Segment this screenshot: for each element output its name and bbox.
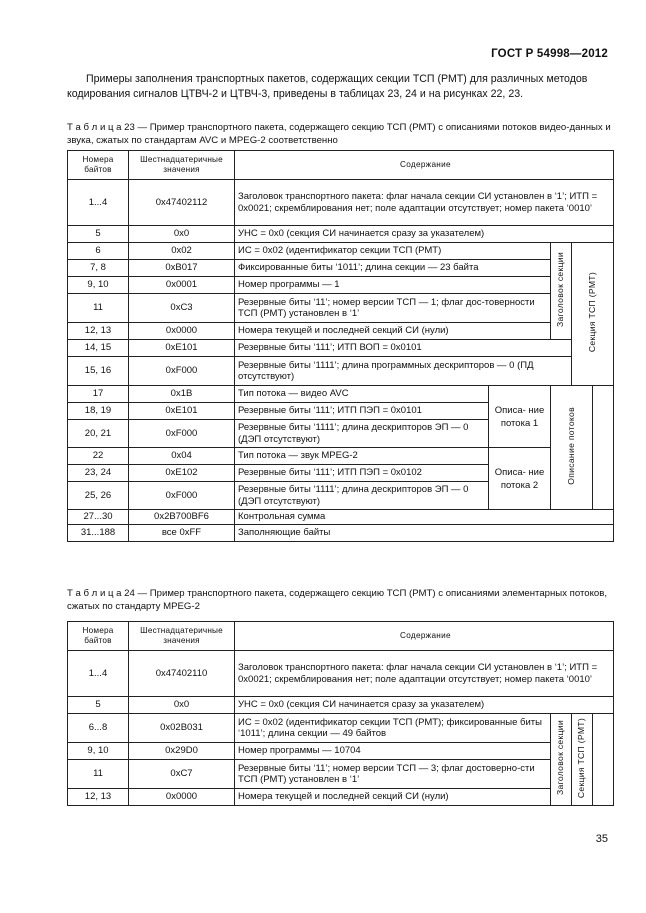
- table-row-content: Заполняющие байты: [235, 524, 614, 541]
- table-24: [67, 621, 614, 806]
- table-row-hex: 0x02: [129, 243, 235, 260]
- label-section-header: Заголовок секции: [551, 243, 572, 340]
- table-row-content: Номер программы — 1: [235, 277, 551, 294]
- table-row-bytes: 20, 21: [68, 420, 129, 448]
- table-row-hex: 0xE102: [129, 465, 235, 482]
- table-row-content: ИС = 0x02 (идентификатор секции ТСП (РМТ): [235, 243, 551, 260]
- col-header-bytes: Номера байтов: [68, 622, 129, 651]
- page-number: 35: [595, 833, 608, 845]
- table-row-hex: 0xF000: [129, 420, 235, 448]
- table-row-bytes: 17: [68, 386, 129, 403]
- table-row-bytes: 23, 24: [68, 465, 129, 482]
- table-row-content: Фиксированные биты ‘1011’; длина секции — 23 байта: [235, 260, 551, 277]
- table-row-content: Номер программы — 10704: [235, 743, 551, 760]
- table-row-hex: 0x47402112: [129, 180, 235, 226]
- table-row-content: Номера текущей и последней секций СИ (нули): [235, 323, 551, 340]
- intro-paragraph: Примеры заполнения транспортных пакетов, содержащих секции ТСП (РМТ) для различных методов кодирования сигналов ЦТВЧ-2 и ЦТВЧ-3, приведены в таблицах 23, 24 и на рисунках 22, 23.: [67, 73, 588, 100]
- table-row-hex: 0x2B700BF6: [129, 510, 235, 525]
- table-row-bytes: 11: [68, 294, 129, 323]
- label-section: Секция ТСП (РМТ): [572, 243, 614, 386]
- table24-caption: Т а б л и ц а 24 — Пример транспортного пакета, содержащего секцию ТСП (РМТ) с описаниями элементарных потоков, сжатых по стандарту MPEG-2: [67, 588, 608, 612]
- table-row-hex: 0xB017: [129, 260, 235, 277]
- table-row-bytes: 7, 8: [68, 260, 129, 277]
- table-row-hex: 0x0: [129, 226, 235, 243]
- table-row-bytes: 1...4: [68, 180, 129, 226]
- table-row-bytes: 31...188: [68, 524, 129, 541]
- table-row-hex: 0x0000: [129, 789, 235, 806]
- table-row-content: Заголовок транспортного пакета: флаг начала секции СИ установлен в ‘1’; ИТП = 0x0021; скремблирования нет; поле адаптации отсутствует; номер пакета ‘0010’: [235, 651, 614, 697]
- table23-caption: Т а б л и ц а 23 — Пример транспортного пакета, содержащего секцию ТСП (РМТ) с описаниями потоков видео-данных и звука, сжатых по стандартам AVC и MPEG-2 соответственно: [67, 122, 611, 146]
- table-row-bytes: 5: [68, 697, 129, 714]
- label-section-header: Заголовок секции: [551, 714, 572, 806]
- table-row-bytes: 5: [68, 226, 129, 243]
- table-row-bytes: 9, 10: [68, 277, 129, 294]
- table-row-hex: все 0xFF: [129, 524, 235, 541]
- table-row-hex: 0xF000: [129, 482, 235, 510]
- table-row-content: УНС = 0x0 (секция СИ начинается сразу за указателем): [235, 226, 614, 243]
- table-row-bytes: 22: [68, 448, 129, 465]
- table-row-hex: 0xC7: [129, 760, 235, 789]
- table-row-bytes: 12, 13: [68, 323, 129, 340]
- table-row-content: Резервные биты ‘11’; номер версии ТСП — 1; флаг дос-товерности ТСП (РМТ) установлен в ‘1’: [235, 294, 551, 323]
- table-row-hex: 0xC3: [129, 294, 235, 323]
- label-stream1: Описа- ние потока 1: [489, 386, 551, 448]
- table-row-content: Резервные биты ‘111’; ИТП ПЭП = 0x0101: [235, 403, 489, 420]
- table-row-hex: 0xF000: [129, 357, 235, 386]
- table-row-hex: 0xE101: [129, 340, 235, 357]
- table-row-hex: 0x0001: [129, 277, 235, 294]
- col-header-content: Содержание: [235, 622, 614, 651]
- table-row-bytes: 18, 19: [68, 403, 129, 420]
- table-row-bytes: 15, 16: [68, 357, 129, 386]
- page-header-standard: ГОСТ Р 54998—2012: [491, 48, 608, 60]
- table-row-content: Тип потока — звук MPEG-2: [235, 448, 489, 465]
- table-row-content: УНС = 0x0 (секция СИ начинается сразу за указателем): [235, 697, 614, 714]
- table-row-hex: 0x0000: [129, 323, 235, 340]
- label-stream-descr: Описание потоков: [551, 386, 593, 510]
- table-row-content: Заголовок транспортного пакета: флаг начала секции СИ установлен в ‘1’; ИТП = 0x0021; скремблирования нет; поле адаптации отсутствует; номер пакета ‘0010’: [235, 180, 614, 226]
- table-row-content: Тип потока — видео AVC: [235, 386, 489, 403]
- table-row-bytes: 6...8: [68, 714, 129, 743]
- table-row-hex: 0x1B: [129, 386, 235, 403]
- table-row-content: Номера текущей и последней секций СИ (нули): [235, 789, 551, 806]
- table-row-bytes: 14, 15: [68, 340, 129, 357]
- table-blank-cell: [593, 386, 614, 510]
- table-row-hex: 0x02B031: [129, 714, 235, 743]
- table-row-hex: 0x0: [129, 697, 235, 714]
- col-header-bytes: Номера байтов: [68, 151, 129, 180]
- col-header-content: Содержание: [235, 151, 614, 180]
- table-row-bytes: 6: [68, 243, 129, 260]
- table-row-content: Резервные биты ‘111’; ИТП ВОП = 0x0101: [235, 340, 572, 357]
- label-stream2: Описа- ние потока 2: [489, 448, 551, 510]
- table-row-hex: 0x04: [129, 448, 235, 465]
- table-row-bytes: 27...30: [68, 510, 129, 525]
- table-row-bytes: 12, 13: [68, 789, 129, 806]
- table-row-content: Резервные биты ‘1111’; длина программных дескрипторов — 0 (ПД отсутствуют): [235, 357, 572, 386]
- table-row-bytes: 25, 26: [68, 482, 129, 510]
- table-row-content: Резервные биты ‘11’; номер версии ТСП — 3; флаг достоверно-сти ТСП (РМТ) установлен в ‘1’: [235, 760, 551, 789]
- table-row-bytes: 1...4: [68, 651, 129, 697]
- table-row-content: Резервные биты ‘1111’; длина дескрипторов ЭП — 0 (ДЭП отсутствуют): [235, 420, 489, 448]
- table-row-hex: 0xE101: [129, 403, 235, 420]
- table-23: [67, 150, 614, 542]
- table-row-bytes: 9, 10: [68, 743, 129, 760]
- table-row-hex: 0x47402110: [129, 651, 235, 697]
- table-row-hex: 0x29D0: [129, 743, 235, 760]
- col-header-hex: Шестнадцатеричные значения: [129, 151, 235, 180]
- table-row-content: Контрольная сумма: [235, 510, 614, 525]
- table-row-content: Резервные биты ‘111’; ИТП ПЭП = 0x0102: [235, 465, 489, 482]
- table-row-content: Резервные биты ‘1111’; длина дескрипторов ЭП — 0 (ДЭП отсутствуют): [235, 482, 489, 510]
- table-row-bytes: 11: [68, 760, 129, 789]
- table-blank-cell: [593, 714, 614, 806]
- label-section: Секция ТСП (РМТ): [572, 714, 593, 806]
- table-row-content: ИС = 0x02 (идентификатор секции ТСП (РМТ); фиксированные биты ‘1011’; длина секции — 49 байтов: [235, 714, 551, 743]
- col-header-hex: Шестнадцатеричные значения: [129, 622, 235, 651]
